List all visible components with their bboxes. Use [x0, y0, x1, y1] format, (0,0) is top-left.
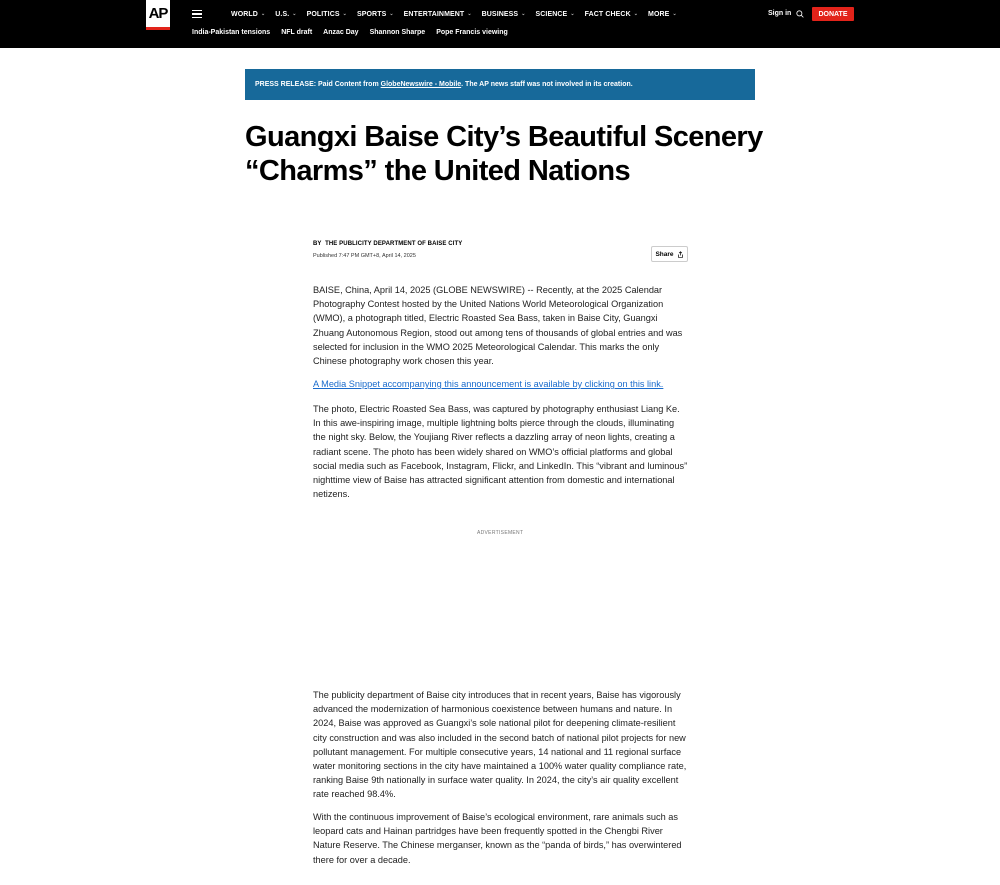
published-timestamp: Published 7:47 PM GMT+8, April 14, 2025 — [313, 253, 416, 259]
nav-item-science[interactable]: SCIENCE ⌄ — [535, 10, 575, 18]
press-release-banner — [245, 69, 755, 100]
nav-item-business[interactable]: BUSINESS ⌄ — [481, 10, 526, 18]
search-icon[interactable] — [796, 10, 804, 18]
byline — [313, 241, 462, 247]
nav-item-more[interactable]: MORE ⌄ — [648, 10, 677, 18]
nav-item-sports[interactable]: SPORTS ⌄ — [356, 10, 394, 18]
advertisement-label: ADVERTISEMENT — [477, 530, 524, 536]
chevron-down-icon: ⌄ — [389, 11, 394, 17]
globenewswire-link[interactable]: GlobeNewswire - Mobile — [380, 81, 462, 88]
nav-item-world[interactable]: WORLD ⌄ — [231, 10, 266, 18]
share-label: Share — [655, 250, 674, 258]
chevron-down-icon: ⌄ — [467, 11, 472, 17]
sign-in-link[interactable]: Sign in — [768, 10, 792, 17]
main-nav — [231, 8, 687, 20]
press-release-prefix: PRESS RELEASE: Paid Content from — [255, 81, 379, 88]
share-button[interactable] — [651, 246, 688, 262]
article-paragraph — [313, 377, 688, 391]
share-icon — [677, 251, 684, 258]
article-paragraph: The photo, Electric Roasted Sea Bass, was captured by photography enthusiast Liang Ke. In this awe-inspiring image, multiple lightning bolts pierce through the clouds, illuminating the night sky. Below, the Youjiang River reflects a dazzling array of neon lights, creating a radiant scene. The photo has been widely shared on WMO’s official platforms and global social media such as Facebook, Instagram, Flickr, and LinkedIn. This “vibrant and luminous” nighttime view of Baise has attracted significant attention from domestic and international netizens. — [313, 404, 688, 500]
nav-item-fact-check[interactable]: FACT CHECK ⌄ — [584, 10, 639, 18]
media-snippet-link[interactable]: A Media Snippet accompanying this announcement is available by clicking on this link. — [313, 379, 664, 389]
nav-item-us[interactable]: U.S. ⌄ — [275, 10, 297, 18]
press-release-suffix: . The AP news staff was not involved in its creation. — [461, 81, 633, 88]
trending-link[interactable]: India-Pakistan tensions — [192, 29, 271, 36]
trending-link[interactable]: Shannon Sharpe — [369, 29, 426, 36]
ap-logo[interactable] — [146, 0, 170, 30]
menu-icon[interactable] — [192, 10, 202, 18]
trending-link[interactable]: NFL draft — [281, 29, 313, 36]
nav-item-entertainment[interactable]: ENTERTAINMENT ⌄ — [403, 10, 472, 18]
chevron-down-icon: ⌄ — [672, 11, 677, 17]
byline-prefix: BY — [313, 241, 322, 247]
article-paragraph: The publicity department of Baise city introduces that in recent years, Baise has vigorously advanced the modernization of harmonious coexistence between humans and nature. In 2024, Baise was approved as Guangxi’s sole national pilot for deepening climate-resilient city construction and was also included in the second batch of national pilot projects for new pollutant management. For multiple consecutive years, 14 national and 11 regional surface water monitoring sections in the city have maintained a 100% water quality compliance rate, ranking Baise 9th nationally in surface water quality. In 2024, the city’s air quality excellent rate reached 98.4%. — [313, 690, 687, 800]
chevron-down-icon: ⌄ — [292, 11, 297, 17]
chevron-down-icon: ⌄ — [260, 11, 266, 17]
trending-bar — [192, 29, 519, 36]
chevron-down-icon: ⌄ — [342, 11, 347, 17]
byline-author[interactable]: THE PUBLICITY DEPARTMENT OF BAISE CITY — [325, 241, 463, 247]
page-title: Guangxi Baise City’s Beautiful Scenery “Charms” the United Nations — [245, 121, 763, 187]
chevron-down-icon: ⌄ — [570, 11, 575, 17]
chevron-down-icon: ⌄ — [633, 11, 639, 17]
trending-link[interactable]: Anzac Day — [323, 29, 359, 36]
donate-button[interactable]: DONATE — [812, 7, 854, 21]
logo-text: AP — [148, 5, 168, 22]
article-paragraph: BAISE, China, April 14, 2025 (GLOBE NEWSWIRE) -- Recently, at the 2025 Calendar Photography Contest hosted by the United Nations World Meteorological Organization (WMO), a photograph titled, Electric Roasted Sea Bass, taken in Baise City, Guangxi Zhuang Autonomous Region, stood out among tens of thousands of global entries and was selected for inclusion in the WMO 2025 Meteorological Calendar. This marks the only Chinese photography work chosen this year. — [313, 285, 683, 367]
trending-link[interactable]: Pope Francis viewing — [436, 29, 508, 36]
chevron-down-icon: ⌄ — [521, 11, 526, 17]
article-paragraph: With the continuous improvement of Baise’s ecological environment, rare animals such as leopard cats and Hainan partridges have been frequently spotted in the Chengbi River Nature Reserve. The Chinese merganser, known as the “panda of birds,” has overwintered there for over a decade. — [313, 812, 682, 865]
site-header — [0, 0, 1000, 48]
nav-item-politics[interactable]: POLITICS ⌄ — [306, 10, 347, 18]
